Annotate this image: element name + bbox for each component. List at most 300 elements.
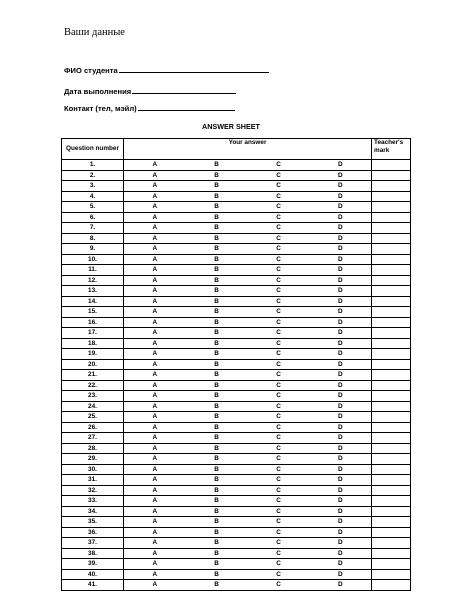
answer-option-c[interactable]: C (248, 296, 310, 307)
answer-row (62, 233, 411, 244)
answer-option-c[interactable]: C (248, 569, 310, 580)
answer-option-c[interactable]: C (248, 233, 310, 244)
answer-table (61, 138, 411, 591)
answer-option-a[interactable]: A (124, 244, 186, 255)
answer-option-c[interactable]: C (248, 454, 310, 465)
answer-option-a[interactable]: A (124, 401, 186, 412)
answer-option-b[interactable]: B (186, 286, 248, 297)
teachers-mark-cell[interactable] (372, 307, 411, 318)
question-number-cell: 18. (62, 338, 124, 349)
answer-option-c[interactable]: C (248, 433, 310, 444)
question-number-cell: 30. (62, 464, 124, 475)
question-number-cell: 16. (62, 317, 124, 328)
question-number-cell: 33. (62, 496, 124, 507)
answer-option-d[interactable]: D (310, 265, 372, 276)
answer-option-a[interactable]: A (124, 359, 186, 370)
answer-row (62, 527, 411, 538)
student-name-field (64, 64, 269, 75)
answer-option-d[interactable]: D (310, 370, 372, 381)
teachers-mark-cell[interactable] (372, 433, 411, 444)
teachers-mark-cell[interactable] (372, 191, 411, 202)
answer-option-b[interactable]: B (186, 328, 248, 339)
answer-option-c[interactable]: C (248, 380, 310, 391)
question-number-cell: 34. (62, 506, 124, 517)
answer-option-d[interactable]: D (310, 454, 372, 465)
answer-option-b[interactable]: B (186, 275, 248, 286)
question-number-cell: 8. (62, 233, 124, 244)
teachers-mark-cell[interactable] (372, 338, 411, 349)
page-heading: Ваши данные (64, 27, 125, 38)
answer-option-b[interactable]: B (186, 454, 248, 465)
answer-row (62, 265, 411, 276)
answer-option-d[interactable]: D (310, 170, 372, 181)
answer-row (62, 391, 411, 402)
answer-row (62, 359, 411, 370)
answer-option-b[interactable]: B (186, 349, 248, 360)
teachers-mark-cell[interactable] (372, 181, 411, 192)
teachers-mark-cell[interactable] (372, 170, 411, 181)
answer-option-c[interactable]: C (248, 370, 310, 381)
answer-option-c[interactable]: C (248, 485, 310, 496)
contact-field (64, 102, 235, 113)
answer-option-b[interactable]: B (186, 181, 248, 192)
answer-option-c[interactable]: C (248, 212, 310, 223)
question-number-cell: 41. (62, 580, 124, 591)
question-number-cell: 29. (62, 454, 124, 465)
answer-option-b[interactable]: B (186, 506, 248, 517)
answer-row (62, 338, 411, 349)
teachers-mark-cell[interactable] (372, 233, 411, 244)
answer-row (62, 401, 411, 412)
answer-option-b[interactable]: B (186, 412, 248, 423)
completion-date-label: Дата выполнения (64, 87, 132, 96)
answer-row (62, 454, 411, 465)
answer-option-d[interactable]: D (310, 527, 372, 538)
answer-option-d[interactable]: D (310, 359, 372, 370)
answer-option-b[interactable]: B (186, 422, 248, 433)
answer-row (62, 485, 411, 496)
answer-option-a[interactable]: A (124, 433, 186, 444)
answer-row (62, 275, 411, 286)
answer-option-c[interactable]: C (248, 422, 310, 433)
answer-option-d[interactable]: D (310, 464, 372, 475)
question-number-cell: 35. (62, 517, 124, 528)
answer-option-b[interactable]: B (186, 244, 248, 255)
answer-option-d[interactable]: D (310, 244, 372, 255)
student-name-blank-line (119, 64, 269, 73)
question-number-cell: 37. (62, 538, 124, 549)
answer-option-a[interactable]: A (124, 517, 186, 528)
answer-option-a[interactable]: A (124, 212, 186, 223)
answer-row (62, 244, 411, 255)
answer-option-d[interactable]: D (310, 433, 372, 444)
question-number-cell: 38. (62, 548, 124, 559)
answer-option-b[interactable]: B (186, 527, 248, 538)
answer-option-d[interactable]: D (310, 191, 372, 202)
teachers-mark-cell[interactable] (372, 244, 411, 255)
question-number-cell: 11. (62, 265, 124, 276)
answer-row (62, 191, 411, 202)
student-name-label: ФИО студента (64, 66, 118, 75)
question-number-cell: 15. (62, 307, 124, 318)
teachers-mark-cell[interactable] (372, 275, 411, 286)
answer-option-b[interactable]: B (186, 464, 248, 475)
answer-option-d[interactable]: D (310, 412, 372, 423)
answer-option-b[interactable]: B (186, 202, 248, 213)
answer-option-a[interactable]: A (124, 412, 186, 423)
question-number-cell: 21. (62, 370, 124, 381)
answer-option-d[interactable]: D (310, 349, 372, 360)
answer-row (62, 202, 411, 213)
teachers-mark-cell[interactable] (372, 212, 411, 223)
teachers-mark-cell[interactable] (372, 569, 411, 580)
answer-row (62, 170, 411, 181)
answer-row (62, 569, 411, 580)
teachers-mark-header: Teacher's mark (372, 139, 411, 160)
answer-option-b[interactable]: B (186, 160, 248, 171)
answer-option-c[interactable]: C (248, 412, 310, 423)
answer-option-a[interactable]: A (124, 580, 186, 591)
answer-option-d[interactable]: D (310, 517, 372, 528)
answer-table-header (62, 139, 411, 160)
answer-option-d[interactable]: D (310, 485, 372, 496)
answer-option-a[interactable]: A (124, 538, 186, 549)
answer-row (62, 328, 411, 339)
answer-option-a[interactable]: A (124, 380, 186, 391)
teachers-mark-cell[interactable] (372, 202, 411, 213)
answer-option-b[interactable]: B (186, 191, 248, 202)
question-number-cell: 6. (62, 212, 124, 223)
answer-option-c[interactable]: C (248, 580, 310, 591)
question-number-cell: 22. (62, 380, 124, 391)
answer-option-c[interactable]: C (248, 317, 310, 328)
answer-option-a[interactable]: A (124, 296, 186, 307)
answer-option-a[interactable]: A (124, 391, 186, 402)
answer-option-a[interactable]: A (124, 233, 186, 244)
answer-option-b[interactable]: B (186, 548, 248, 559)
answer-option-d[interactable]: D (310, 328, 372, 339)
teachers-mark-cell[interactable] (372, 548, 411, 559)
answer-row (62, 422, 411, 433)
question-number-cell: 31. (62, 475, 124, 486)
answer-option-d[interactable]: D (310, 422, 372, 433)
answer-option-a[interactable]: A (124, 422, 186, 433)
answer-option-c[interactable]: C (248, 202, 310, 213)
answer-row (62, 559, 411, 570)
answer-option-a[interactable]: A (124, 181, 186, 192)
teachers-mark-cell[interactable] (372, 412, 411, 423)
question-number-cell: 10. (62, 254, 124, 265)
teachers-mark-cell[interactable] (372, 485, 411, 496)
question-number-cell: 1. (62, 160, 124, 171)
answer-sheet-title: ANSWER SHEET (202, 122, 260, 131)
answer-option-b[interactable]: B (186, 212, 248, 223)
answer-option-b[interactable]: B (186, 370, 248, 381)
answer-option-d[interactable]: D (310, 275, 372, 286)
answer-option-c[interactable]: C (248, 517, 310, 528)
answer-option-c[interactable]: C (248, 496, 310, 507)
answer-option-c[interactable]: C (248, 475, 310, 486)
answer-row (62, 307, 411, 318)
answer-option-a[interactable]: A (124, 160, 186, 171)
answer-option-a[interactable]: A (124, 328, 186, 339)
teachers-mark-cell[interactable] (372, 464, 411, 475)
answer-option-c[interactable]: C (248, 443, 310, 454)
teachers-mark-cell[interactable] (372, 380, 411, 391)
answer-row (62, 380, 411, 391)
answer-option-b[interactable]: B (186, 569, 248, 580)
teachers-mark-cell[interactable] (372, 286, 411, 297)
question-number-cell: 28. (62, 443, 124, 454)
answer-row (62, 317, 411, 328)
answer-option-c[interactable]: C (248, 254, 310, 265)
answer-row (62, 296, 411, 307)
answer-row (62, 443, 411, 454)
question-number-cell: 7. (62, 223, 124, 234)
teachers-mark-cell[interactable] (372, 359, 411, 370)
answer-option-c[interactable]: C (248, 506, 310, 517)
teachers-mark-cell[interactable] (372, 265, 411, 276)
answer-row (62, 475, 411, 486)
question-number-cell: 40. (62, 569, 124, 580)
answer-row (62, 412, 411, 423)
answer-option-a[interactable]: A (124, 496, 186, 507)
teachers-mark-cell[interactable] (372, 559, 411, 570)
answer-option-b[interactable]: B (186, 170, 248, 181)
answer-row (62, 223, 411, 234)
answer-option-d[interactable]: D (310, 506, 372, 517)
teachers-mark-cell[interactable] (372, 401, 411, 412)
answer-row (62, 464, 411, 475)
answer-option-c[interactable]: C (248, 349, 310, 360)
answer-option-c[interactable]: C (248, 391, 310, 402)
answer-option-a[interactable]: A (124, 559, 186, 570)
answer-row (62, 160, 411, 171)
answer-option-a[interactable]: A (124, 265, 186, 276)
answer-row (62, 349, 411, 360)
answer-row (62, 370, 411, 381)
answer-option-b[interactable]: B (186, 296, 248, 307)
answer-row (62, 538, 411, 549)
question-number-cell: 12. (62, 275, 124, 286)
answer-option-c[interactable]: C (248, 527, 310, 538)
question-number-cell: 9. (62, 244, 124, 255)
teachers-mark-cell[interactable] (372, 160, 411, 171)
teachers-mark-cell[interactable] (372, 391, 411, 402)
teachers-mark-cell[interactable] (372, 517, 411, 528)
contact-label: Контакт (тел, мэйл) (64, 104, 137, 113)
answer-option-d[interactable]: D (310, 496, 372, 507)
answer-option-c[interactable]: C (248, 181, 310, 192)
answer-option-a[interactable]: A (124, 191, 186, 202)
answer-option-d[interactable]: D (310, 212, 372, 223)
answer-option-a[interactable]: A (124, 202, 186, 213)
answer-rows (62, 160, 411, 591)
answer-option-a[interactable]: A (124, 223, 186, 234)
answer-row (62, 496, 411, 507)
teachers-mark-cell[interactable] (372, 527, 411, 538)
answer-option-d[interactable]: D (310, 443, 372, 454)
teachers-mark-cell[interactable] (372, 328, 411, 339)
answer-option-b[interactable]: B (186, 538, 248, 549)
question-number-cell: 27. (62, 433, 124, 444)
answer-option-b[interactable]: B (186, 475, 248, 486)
answer-option-c[interactable]: C (248, 191, 310, 202)
answer-option-d[interactable]: D (310, 475, 372, 486)
answer-option-a[interactable]: A (124, 286, 186, 297)
answer-option-c[interactable]: C (248, 160, 310, 171)
teachers-mark-cell[interactable] (372, 317, 411, 328)
answer-option-d[interactable]: D (310, 317, 372, 328)
answer-option-c[interactable]: C (248, 464, 310, 475)
answer-option-c[interactable]: C (248, 275, 310, 286)
teachers-mark-cell[interactable] (372, 538, 411, 549)
answer-option-a[interactable]: A (124, 506, 186, 517)
answer-option-d[interactable]: D (310, 233, 372, 244)
answer-row (62, 286, 411, 297)
question-number-cell: 36. (62, 527, 124, 538)
question-number-cell: 20. (62, 359, 124, 370)
answer-option-c[interactable]: C (248, 401, 310, 412)
answer-option-d[interactable]: D (310, 254, 372, 265)
answer-option-a[interactable]: A (124, 527, 186, 538)
answer-option-b[interactable]: B (186, 433, 248, 444)
answer-option-d[interactable]: D (310, 391, 372, 402)
answer-option-a[interactable]: A (124, 454, 186, 465)
answer-option-b[interactable]: B (186, 359, 248, 370)
answer-option-a[interactable]: A (124, 475, 186, 486)
answer-option-b[interactable]: B (186, 307, 248, 318)
answer-option-d[interactable]: D (310, 223, 372, 234)
answer-option-d[interactable]: D (310, 548, 372, 559)
answer-row (62, 433, 411, 444)
answer-option-c[interactable]: C (248, 338, 310, 349)
answer-option-d[interactable]: D (310, 569, 372, 580)
answer-option-c[interactable]: C (248, 223, 310, 234)
question-number-cell: 24. (62, 401, 124, 412)
answer-option-b[interactable]: B (186, 223, 248, 234)
teachers-mark-cell[interactable] (372, 475, 411, 486)
teachers-mark-cell[interactable] (372, 370, 411, 381)
answer-option-c[interactable]: C (248, 286, 310, 297)
answer-option-d[interactable]: D (310, 380, 372, 391)
your-answer-header: Your answer (124, 139, 372, 160)
question-number-cell: 14. (62, 296, 124, 307)
answer-option-b[interactable]: B (186, 265, 248, 276)
answer-option-c[interactable]: C (248, 548, 310, 559)
answer-option-d[interactable]: D (310, 160, 372, 171)
answer-option-d[interactable]: D (310, 181, 372, 192)
answer-option-a[interactable]: A (124, 317, 186, 328)
answer-option-c[interactable]: C (248, 538, 310, 549)
answer-option-a[interactable]: A (124, 443, 186, 454)
answer-option-d[interactable]: D (310, 202, 372, 213)
question-number-cell: 25. (62, 412, 124, 423)
answer-option-b[interactable]: B (186, 580, 248, 591)
answer-option-b[interactable]: B (186, 338, 248, 349)
question-number-cell: 13. (62, 286, 124, 297)
teachers-mark-cell[interactable] (372, 506, 411, 517)
answer-option-c[interactable]: C (248, 244, 310, 255)
answer-option-c[interactable]: C (248, 328, 310, 339)
answer-option-d[interactable]: D (310, 286, 372, 297)
answer-row (62, 212, 411, 223)
teachers-mark-cell[interactable] (372, 422, 411, 433)
answer-option-d[interactable]: D (310, 538, 372, 549)
answer-option-a[interactable]: A (124, 548, 186, 559)
teachers-mark-cell[interactable] (372, 496, 411, 507)
teachers-mark-cell[interactable] (372, 454, 411, 465)
teachers-mark-cell[interactable] (372, 223, 411, 234)
question-number-cell: 4. (62, 191, 124, 202)
answer-row (62, 181, 411, 192)
contact-blank-line (138, 102, 235, 111)
answer-option-d[interactable]: D (310, 401, 372, 412)
answer-option-c[interactable]: C (248, 359, 310, 370)
answer-row (62, 548, 411, 559)
answer-option-c[interactable]: C (248, 265, 310, 276)
answer-option-a[interactable]: A (124, 254, 186, 265)
answer-option-c[interactable]: C (248, 307, 310, 318)
answer-option-a[interactable]: A (124, 170, 186, 181)
answer-option-b[interactable]: B (186, 559, 248, 570)
answer-option-a[interactable]: A (124, 464, 186, 475)
answer-option-d[interactable]: D (310, 338, 372, 349)
question-number-cell: 19. (62, 349, 124, 360)
answer-row (62, 580, 411, 591)
teachers-mark-cell[interactable] (372, 296, 411, 307)
question-number-cell: 5. (62, 202, 124, 213)
question-number-header: Question number (62, 139, 124, 160)
answer-option-d[interactable]: D (310, 307, 372, 318)
answer-option-b[interactable]: B (186, 496, 248, 507)
answer-option-b[interactable]: B (186, 317, 248, 328)
answer-option-b[interactable]: B (186, 380, 248, 391)
answer-option-d[interactable]: D (310, 296, 372, 307)
question-number-cell: 26. (62, 422, 124, 433)
answer-option-b[interactable]: B (186, 391, 248, 402)
question-number-cell: 32. (62, 485, 124, 496)
answer-option-b[interactable]: B (186, 401, 248, 412)
answer-option-b[interactable]: B (186, 254, 248, 265)
answer-option-a[interactable]: A (124, 569, 186, 580)
teachers-mark-cell[interactable] (372, 443, 411, 454)
teachers-mark-cell[interactable] (372, 254, 411, 265)
answer-option-a[interactable]: A (124, 307, 186, 318)
answer-option-c[interactable]: C (248, 559, 310, 570)
answer-option-a[interactable]: A (124, 349, 186, 360)
answer-option-b[interactable]: B (186, 485, 248, 496)
answer-row (62, 517, 411, 528)
answer-option-b[interactable]: B (186, 443, 248, 454)
answer-option-a[interactable]: A (124, 485, 186, 496)
answer-option-b[interactable]: B (186, 517, 248, 528)
teachers-mark-cell[interactable] (372, 580, 411, 591)
question-number-cell: 23. (62, 391, 124, 402)
completion-date-field (64, 85, 236, 96)
answer-row (62, 506, 411, 517)
teachers-mark-cell[interactable] (372, 349, 411, 360)
answer-option-d[interactable]: D (310, 559, 372, 570)
completion-date-blank-line (132, 85, 236, 94)
answer-option-a[interactable]: A (124, 338, 186, 349)
answer-option-b[interactable]: B (186, 233, 248, 244)
answer-option-a[interactable]: A (124, 370, 186, 381)
answer-option-c[interactable]: C (248, 170, 310, 181)
answer-option-d[interactable]: D (310, 580, 372, 591)
question-number-cell: 39. (62, 559, 124, 570)
answer-option-a[interactable]: A (124, 275, 186, 286)
